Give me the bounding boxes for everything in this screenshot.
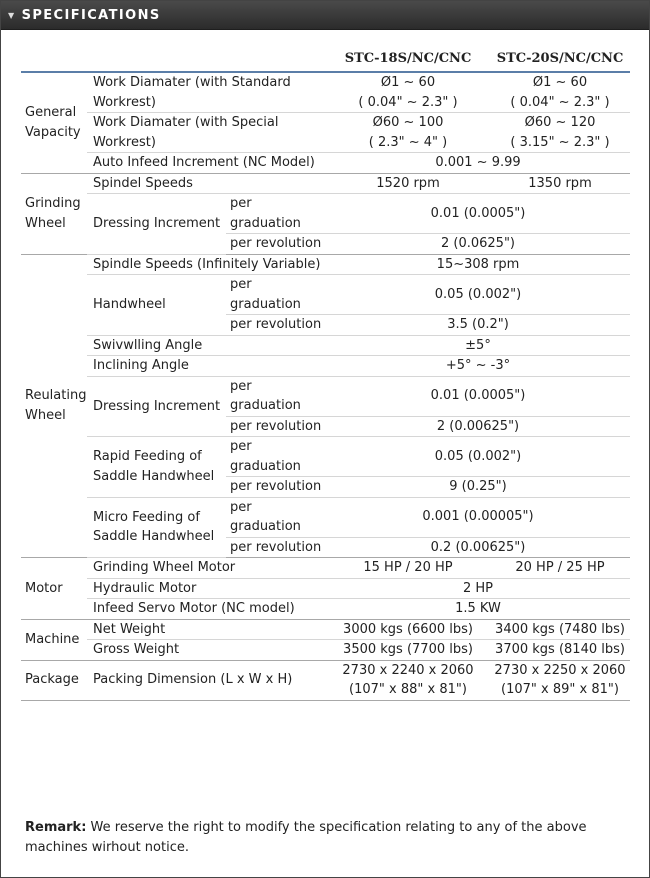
table-row [21, 72, 630, 113]
table-row [21, 376, 630, 416]
table-row [21, 578, 630, 599]
row-label: Auto Infeed Increment (NC Model) [87, 153, 326, 174]
table-row [21, 335, 630, 356]
cell-value: 0.01 (0.0005") [326, 376, 630, 416]
cell-value: 1.5 KW [326, 599, 630, 620]
cell-value: 15~308 rpm [326, 254, 630, 275]
cell-value: 0.001 ~ 9.99 [326, 153, 630, 174]
cell-value: 3700 kgs (8140 lbs) [490, 640, 630, 661]
cell-value: 2730 x 2240 x 2060 (107" x 88" x 81") [326, 660, 490, 700]
table-row [21, 194, 630, 234]
table-row [21, 173, 630, 194]
header-blank [21, 47, 326, 72]
table-row [21, 599, 630, 620]
row-label: Work Diamater (with Special Workrest) [87, 113, 326, 153]
table-row [21, 619, 630, 640]
cell-value: 0.2 (0.00625") [326, 537, 630, 558]
sub-label: per revolution [226, 477, 326, 498]
sub-label: per graduation [226, 275, 326, 315]
table-row [21, 497, 630, 537]
cell-value: 3000 kgs (6600 lbs) [326, 619, 490, 640]
cell-value: Ø1 ~ 60 ( 0.04" ~ 2.3" ) [326, 72, 490, 113]
column-header-model-1: STC-18S/NC/CNC [326, 47, 490, 72]
row-label: Micro Feeding of Saddle Handwheel [87, 497, 226, 558]
remark-label: Remark: [25, 820, 87, 835]
cell-value: 2 (0.00625") [326, 416, 630, 437]
cell-value: 2730 x 2250 x 2060 (107" x 89" x 81") [490, 660, 630, 700]
remark [25, 818, 625, 857]
cell-value: Ø60 ~ 120 ( 3.15" ~ 2.3" ) [490, 113, 630, 153]
row-label: Net Weight [87, 619, 326, 640]
group-label-machine: Machine [21, 619, 87, 660]
row-label: Work Diamater (with Standard Workrest) [87, 72, 326, 113]
cell-value: +5° ~ -3° [326, 356, 630, 377]
remark-text: We reserve the right to modify the specification relating to any of the above machines wirhout notice. [25, 820, 587, 855]
group-label-reulating: Reulating Wheel [21, 254, 87, 558]
row-label: Infeed Servo Motor (NC model) [87, 599, 326, 620]
row-label: Inclining Angle [87, 356, 326, 377]
row-label: Packing Dimension (L x W x H) [87, 660, 326, 700]
sub-label: per revolution [226, 416, 326, 437]
group-label-general: General Vapacity [21, 72, 87, 173]
sub-label: per revolution [226, 315, 326, 336]
group-label-package: Package [21, 660, 87, 700]
cell-value: 1520 rpm [326, 173, 490, 194]
section-title: SPECIFICATIONS [21, 7, 161, 23]
sub-label: per graduation [226, 194, 326, 234]
table-row [21, 153, 630, 174]
row-label: Handwheel [87, 275, 226, 336]
table-row [21, 113, 630, 153]
table-row [21, 640, 630, 661]
cell-value: 3.5 (0.2") [326, 315, 630, 336]
cell-value: 15 HP / 20 HP [326, 558, 490, 579]
row-label: Dressing Increment [87, 194, 226, 255]
cell-value: 1350 rpm [490, 173, 630, 194]
cell-value: 0.05 (0.002") [326, 275, 630, 315]
table-row [21, 356, 630, 377]
row-label: Rapid Feeding of Saddle Handwheel [87, 437, 226, 498]
cell-value: 3400 kgs (7480 lbs) [490, 619, 630, 640]
table-row [21, 254, 630, 275]
cell-value: 0.01 (0.0005") [326, 194, 630, 234]
cell-value: ±5° [326, 335, 630, 356]
row-label: Spindle Speeds (Infinitely Variable) [87, 254, 326, 275]
row-label: Dressing Increment [87, 376, 226, 437]
table-header-row [21, 47, 630, 72]
cell-value: 2 (0.0625") [326, 234, 630, 255]
table-row [21, 558, 630, 579]
row-label: Grinding Wheel Motor [87, 558, 326, 579]
column-header-model-2: STC-20S/NC/CNC [490, 47, 630, 72]
cell-value: 20 HP / 25 HP [490, 558, 630, 579]
table-row [21, 275, 630, 315]
cell-value: Ø1 ~ 60 ( 0.04" ~ 2.3" ) [490, 72, 630, 113]
sub-label: per revolution [226, 234, 326, 255]
table-row [21, 437, 630, 477]
triangle-down-icon: ▼ [8, 10, 16, 20]
cell-value: 9 (0.25") [326, 477, 630, 498]
cell-value: Ø60 ~ 100 ( 2.3" ~ 4" ) [326, 113, 490, 153]
row-label: Hydraulic Motor [87, 578, 326, 599]
row-label: Gross Weight [87, 640, 326, 661]
group-label-grinding: Grinding Wheel [21, 173, 87, 254]
spec-table [21, 47, 630, 701]
cell-value: 0.001 (0.00005") [326, 497, 630, 537]
sub-label: per graduation [226, 497, 326, 537]
cell-value: 2 HP [326, 578, 630, 599]
row-label: Swivwlling Angle [87, 335, 326, 356]
table-row [21, 660, 630, 700]
cell-value: 3500 kgs (7700 lbs) [326, 640, 490, 661]
section-header [1, 1, 649, 30]
row-label: Spindel Speeds [87, 173, 326, 194]
sub-label: per graduation [226, 376, 326, 416]
cell-value: 0.05 (0.002") [326, 437, 630, 477]
group-label-motor: Motor [21, 558, 87, 620]
sub-label: per revolution [226, 537, 326, 558]
sub-label: per graduation [226, 437, 326, 477]
